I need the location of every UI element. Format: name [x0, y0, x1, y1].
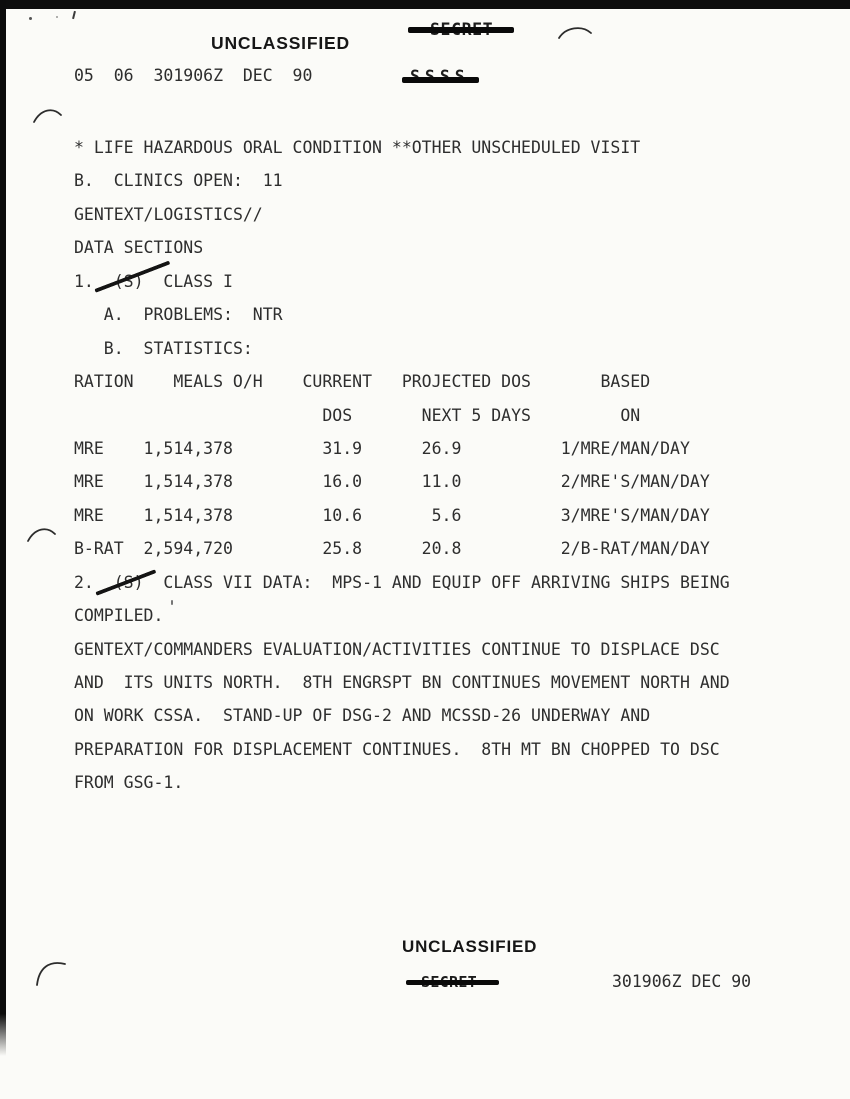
pen-arc-mark [34, 958, 68, 988]
cell-based-on: 2/B-RAT/MAN/DAY [560, 539, 710, 559]
cell-projected-dos: 26.9 [421, 438, 462, 458]
cell-current-dos: 10.6 [322, 505, 363, 525]
message-line: * LIFE HAZARDOUS ORAL CONDITION **OTHER UNSCHEDULED VISIT [74, 138, 641, 157]
strike-bar [406, 980, 499, 985]
footer-dtg: 301906Z DEC 90 [612, 972, 752, 991]
cell-based-on: 2/MRE'S/MAN/DAY [560, 472, 710, 492]
ration-table-row [74, 432, 730, 465]
column-header-current: CURRENT [302, 372, 373, 392]
column-header-on: ON [620, 405, 641, 425]
classification-header: UNCLASSIFIED [211, 33, 350, 53]
cell-ration: B-RAT [74, 539, 124, 559]
scan-speck [29, 17, 32, 20]
cell-current-dos: 31.9 [322, 438, 363, 458]
column-header-meals-oh: MEALS O/H [173, 372, 263, 392]
message-line: B. STATISTICS: [74, 338, 253, 358]
column-header-next-5-days: NEXT 5 DAYS [421, 405, 531, 425]
cell-meals: 2,594,720 [143, 539, 233, 559]
column-header-ration: RATION [74, 372, 134, 392]
strike-bar [402, 77, 479, 83]
pen-arc-mark [556, 24, 594, 44]
cell-current-dos: 25.8 [322, 539, 363, 559]
scan-speck [56, 16, 58, 18]
date-line: 05 06 301906Z DEC 90 [74, 66, 313, 85]
message-body [74, 131, 730, 800]
cell-based-on: 3/MRE'S/MAN/DAY [560, 505, 710, 525]
message-line: COMPILED. [74, 606, 164, 626]
pen-arc-mark [26, 524, 58, 546]
message-line: B. CLINICS OPEN: 11 [74, 171, 283, 191]
cell-meals: 1,514,378 [143, 505, 233, 525]
message-line: A. PROBLEMS: NTR [74, 305, 283, 325]
cell-ration: MRE [74, 505, 104, 525]
message-line: DATA SECTIONS [74, 238, 204, 258]
column-header-projected-dos: PROJECTED DOS [401, 372, 531, 392]
message-line-class-vii: 2. (S) CLASS VII DATA: MPS-1 AND EQUIP OFF ARRIVING SHIPS BEING [74, 572, 730, 592]
scan-speck [72, 11, 76, 19]
message-line: PREPARATION FOR DISPLACEMENT CONTINUES. 8TH MT BN CHOPPED TO DSC [74, 739, 720, 759]
ration-table-row [74, 532, 730, 565]
column-header-dos: DOS [322, 405, 353, 425]
scan-edge-left [0, 0, 6, 1056]
column-header-based: BASED [600, 372, 651, 392]
cell-ration: MRE [74, 438, 104, 458]
cell-current-dos: 16.0 [322, 472, 363, 492]
ration-table-header-row-2 [74, 399, 730, 432]
cell-projected-dos: 20.8 [421, 539, 462, 559]
cell-meals: 1,514,378 [143, 472, 233, 492]
cell-projected-dos: 5.6 [431, 505, 462, 525]
pen-arc-mark [32, 105, 64, 127]
ration-table-row [74, 465, 730, 498]
ration-table-header-row-1 [74, 365, 730, 398]
strike-bar [408, 27, 514, 33]
classification-footer: UNCLASSIFIED [402, 937, 538, 956]
message-line: FROM GSG-1. [74, 773, 184, 793]
cell-based-on: 1/MRE/MAN/DAY [560, 438, 690, 458]
ration-table-row [74, 499, 730, 532]
message-line: GENTEXT/COMMANDERS EVALUATION/ACTIVITIES CONTINUE TO DISPLACE DSC [74, 639, 720, 659]
cell-meals: 1,514,378 [143, 438, 233, 458]
message-line-class-i: 1. (S) CLASS I [74, 271, 233, 291]
message-line: GENTEXT/LOGISTICS// [74, 204, 263, 224]
cell-projected-dos: 11.0 [421, 472, 462, 492]
scan-edge-top [0, 0, 850, 9]
cell-ration: MRE [74, 472, 104, 492]
message-line: AND ITS UNITS NORTH. 8TH ENGRSPT BN CONTINUES MOVEMENT NORTH AND [74, 673, 730, 692]
message-line: ON WORK CSSA. STAND-UP OF DSG-2 AND MCSSD-26 UNDERWAY AND [74, 706, 651, 726]
